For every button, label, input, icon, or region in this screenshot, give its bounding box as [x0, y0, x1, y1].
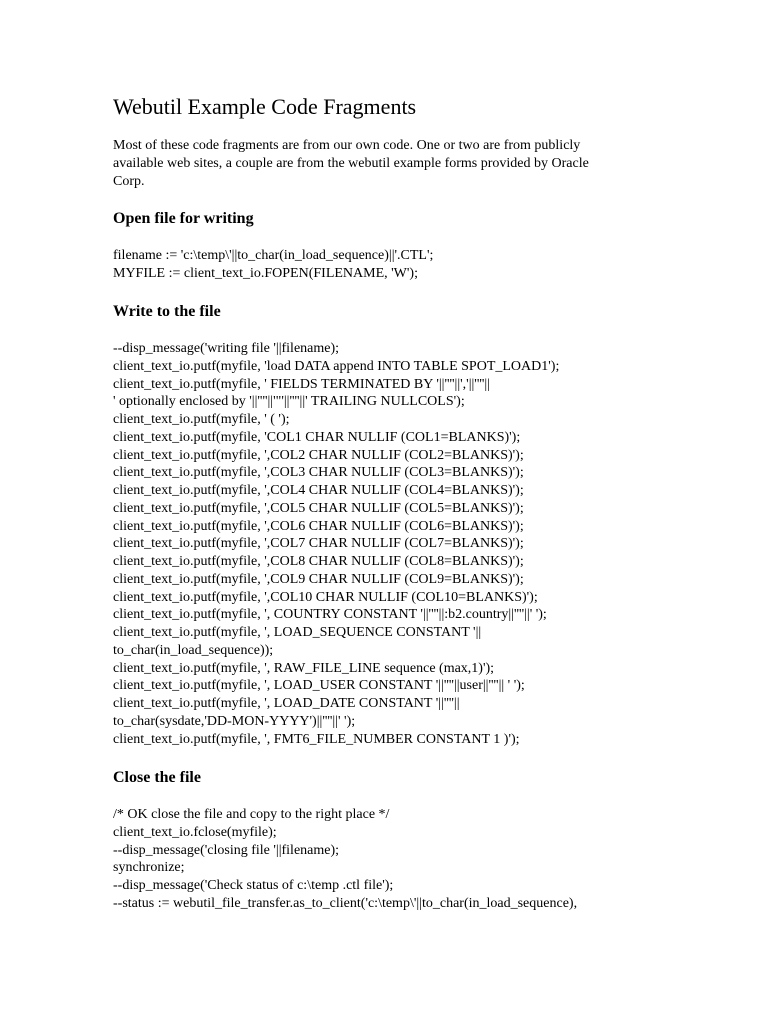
code-line: client_text_io.putf(myfile, ',COL6 CHAR NULLIF (COL6=BLANKS)'); [113, 518, 524, 534]
code-line: client_text_io.putf(myfile, ',COL8 CHAR NULLIF (COL8=BLANKS)'); [113, 554, 524, 569]
code-line: client_text_io.putf(myfile, ',COL7 CHAR NULLIF (COL7=BLANKS)'); [113, 536, 524, 552]
code-line: client_text_io.putf(myfile, ', RAW_FILE_LINE sequence (max,1)'); [113, 660, 495, 676]
code-line: client_text_io.putf(myfile, 'load DATA append INTO TABLE SPOT_LOAD1'); [113, 358, 560, 374]
code-line: client_text_io.putf(myfile, ', FMT6_FILE_NUMBER CONSTANT 1 )'); [113, 731, 520, 747]
section-heading-open-file: Open file for writing [113, 210, 254, 227]
code-line: client_text_io.fclose(myfile); [113, 824, 277, 840]
code-line: to_char(sysdate,'DD-MON-YYYY')||''''||' '); [113, 713, 356, 729]
code-line: client_text_io.putf(myfile, ',COL9 CHAR NULLIF (COL9=BLANKS)'); [113, 571, 524, 587]
code-line: client_text_io.putf(myfile, 'COL1 CHAR NULLIF (COL1=BLANKS)'); [113, 429, 521, 445]
code-line: filename := 'c:\temp\'||to_char(in_load_sequence)||'.CTL'; [113, 248, 434, 263]
code-line: --status := webutil_file_transfer.as_to_client('c:\temp\'||to_char(in_load_sequence), [113, 895, 578, 911]
code-line: MYFILE := client_text_io.FOPEN(FILENAME, 'W'); [113, 265, 418, 281]
code-line: client_text_io.putf(myfile, ' FIELDS TERMINATED BY '||''''||','||''''|| [113, 376, 490, 392]
code-line: --disp_message('writing file '||filename); [113, 341, 340, 356]
code-line: client_text_io.putf(myfile, ',COL5 CHAR NULLIF (COL5=BLANKS)'); [113, 500, 524, 516]
code-line: client_text_io.putf(myfile, ',COL3 CHAR NULLIF (COL3=BLANKS)'); [113, 465, 524, 481]
code-line: client_text_io.putf(myfile, ',COL2 CHAR NULLIF (COL2=BLANKS)'); [113, 447, 524, 463]
intro-line: available web sites, a couple are from the webutil example forms provided by Oracle [113, 156, 589, 171]
code-line: to_char(in_load_sequence)); [113, 642, 274, 658]
code-line: client_text_io.putf(myfile, ',COL4 CHAR NULLIF (COL4=BLANKS)'); [113, 483, 524, 498]
code-line: client_text_io.putf(myfile, ', LOAD_SEQUENCE CONSTANT '|| [113, 625, 482, 640]
code-line: synchronize; [113, 860, 185, 876]
code-block-close-file [113, 806, 577, 913]
code-line: --disp_message('closing file '||filename); [113, 842, 340, 858]
code-line: client_text_io.putf(myfile, ', LOAD_DATE CONSTANT '||''''|| [113, 696, 460, 711]
code-line: client_text_io.putf(myfile, ',COL10 CHAR NULLIF (COL10=BLANKS)'); [113, 589, 538, 605]
code-line: --disp_message('Check status of c:\temp .ctl file'); [113, 878, 394, 893]
page-title: Webutil Example Code Fragments [113, 94, 417, 119]
intro-line: Corp. [113, 174, 145, 189]
intro-paragraph [113, 137, 589, 191]
code-line: client_text_io.putf(myfile, ', COUNTRY CONSTANT '||''''||:b2.country||''''||' '); [113, 607, 547, 623]
section-heading-write-file: Write to the file [113, 303, 221, 320]
code-line: ' optionally enclosed by '||''''||'"'||''''||' TRAILING NULLCOLS'); [113, 394, 465, 410]
code-block-write-file [113, 340, 559, 748]
code-line: client_text_io.putf(myfile, ', LOAD_USER CONSTANT '||''''||user||''''|| ' '); [113, 678, 525, 694]
code-line: client_text_io.putf(myfile, ' ( '); [113, 412, 290, 427]
code-line: /* OK close the file and copy to the right place */ [113, 807, 390, 822]
intro-line: Most of these code fragments are from our own code. One or two are from publicly [113, 138, 581, 153]
section-heading-close-file: Close the file [113, 769, 201, 786]
code-block-open-file [113, 247, 433, 283]
